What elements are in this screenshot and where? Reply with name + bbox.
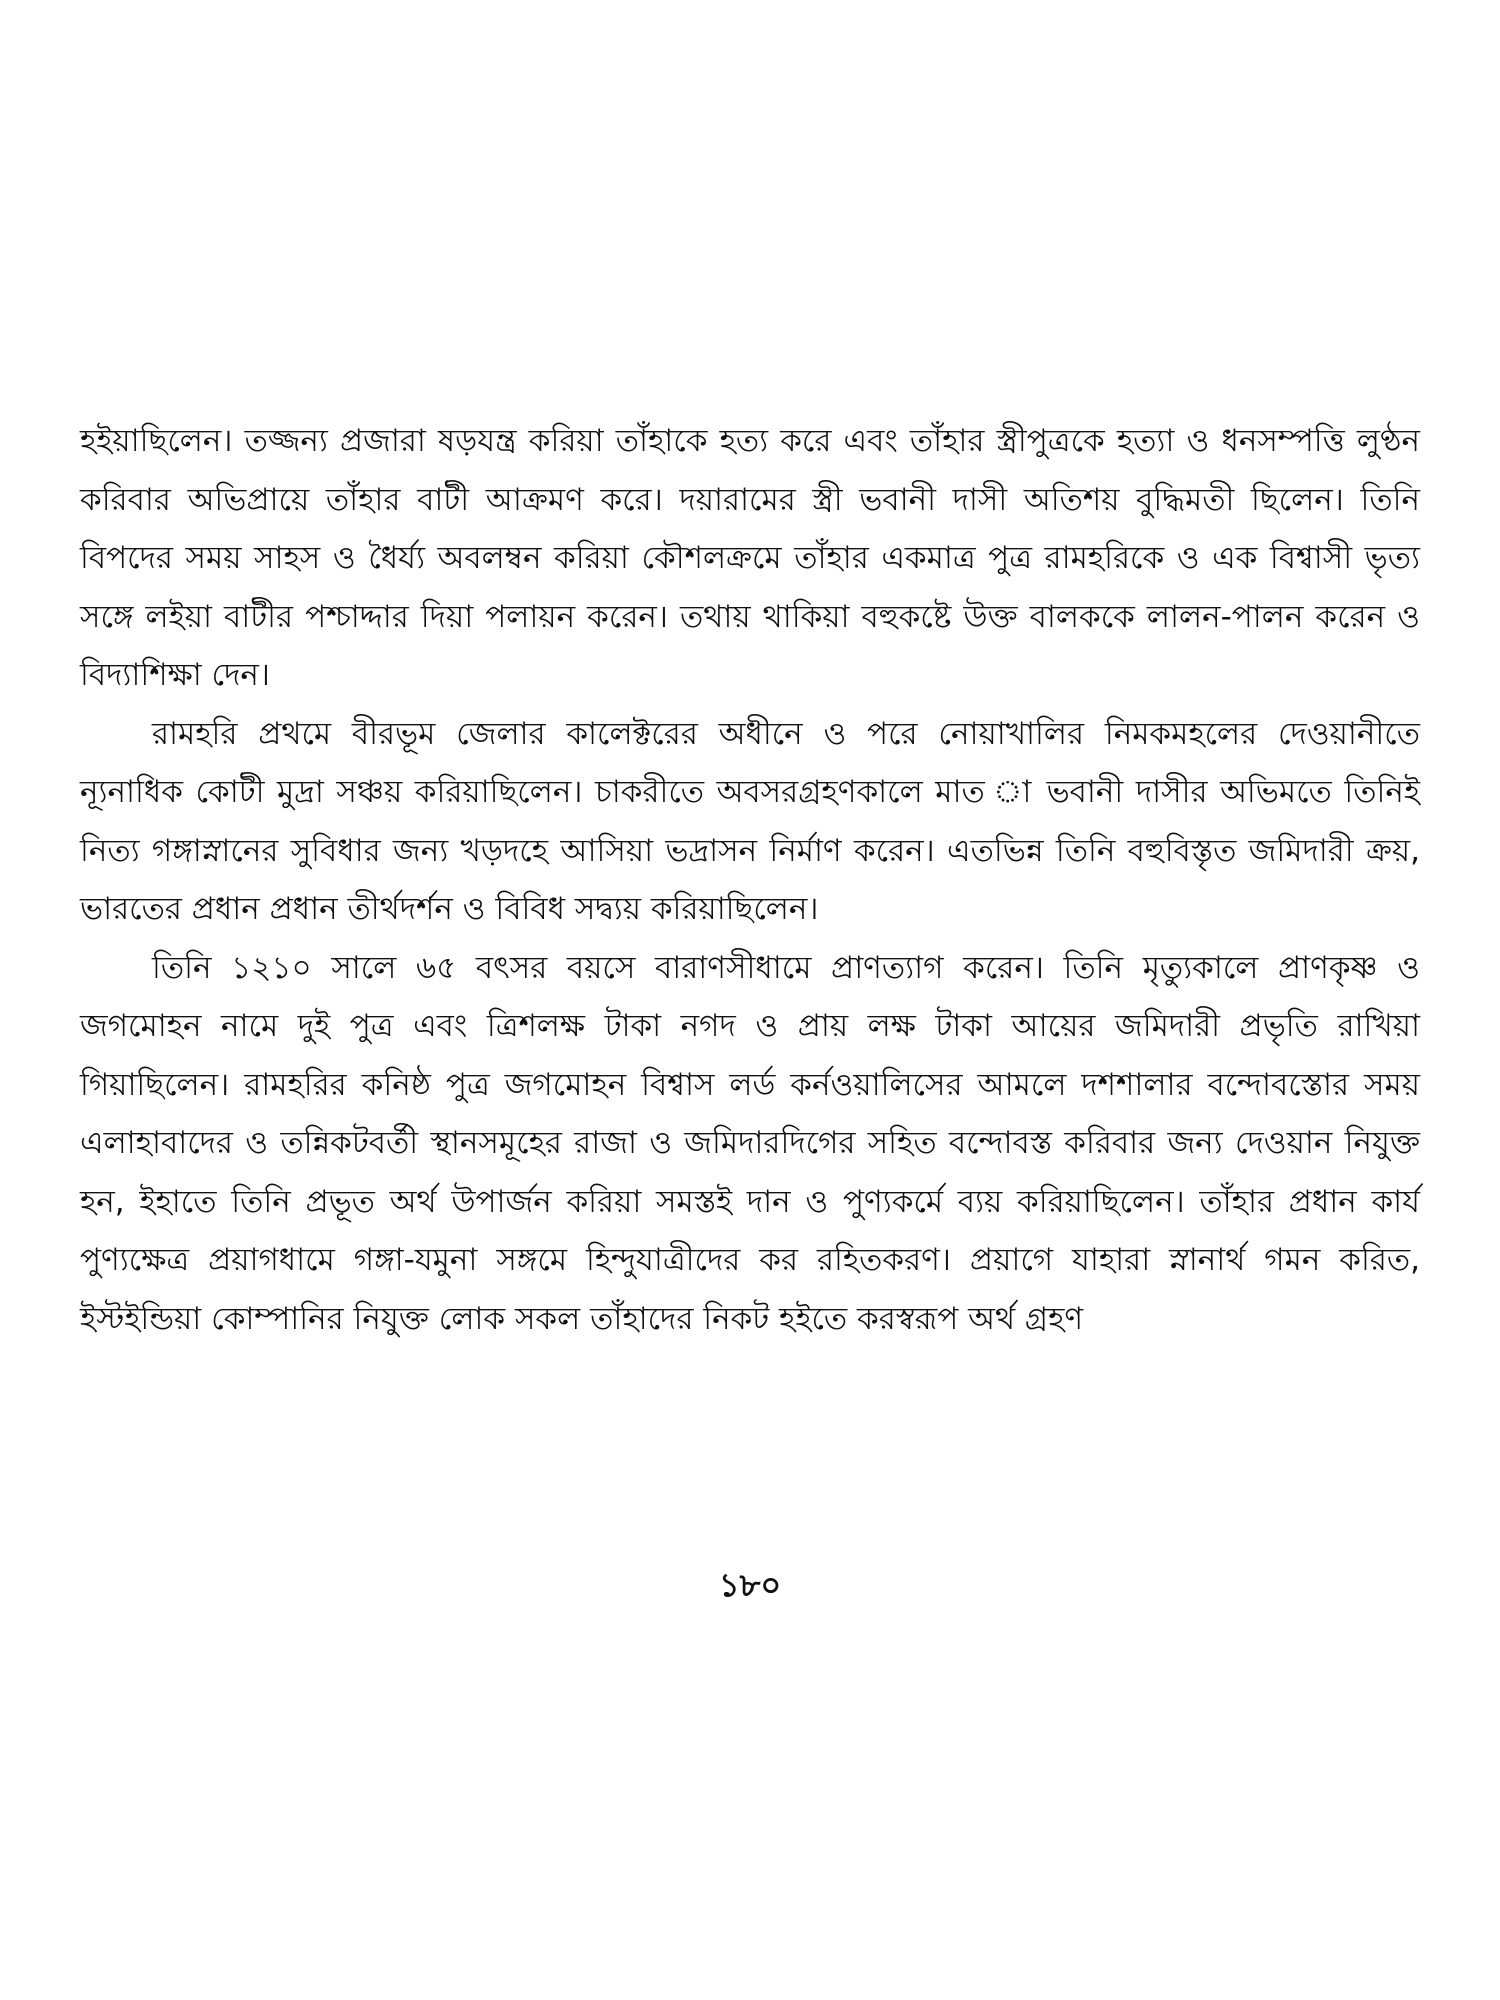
paragraph-3: তিনি ১২১০ সালে ৬৫ বৎসর বয়সে বারাণসীধামে প্রাণত্যাগ করেন। তিনি মৃত্যুকালে প্রাণকৃষ্ণ ও জগমোহন নামে দুই পুত্র এবং ত্রিশলক্ষ টাকা নগদ ও প্রায় লক্ষ টাকা আয়ের জমিদারী প্রভৃতি রাখিয়া গিয়াছিলেন। রামহরির কনিষ্ঠ পুত্র জগমোহন বিশ্বাস লর্ড কর্নওয়ালিসের আমলে দশশালার বন্দোবস্তোর সময় এলাহাবাদের ও তন্নিকটবর্তী স্থানসমূহের রাজা ও জমিদারদিগের সহিত বন্দোবস্ত করিবার জন্য দেওয়ান নিযুক্ত হন, ইহাতে তিনি প্রভূত অর্থ উপার্জন করিয়া সমস্তই দান ও পুণ্যকর্মে ব্যয় করিয়াছিলেন। তাঁহার প্রধান কার্য পুণ্যক্ষেত্র প্রয়াগধামে গঙ্গা-যমুনা সঙ্গমে হিন্দুযাত্রীদের কর রহিতকরণ। প্রয়াগে যাহারা স্নানার্থ গমন করিত, ইস্টইন্ডিয়া কোম্পানির নিযুক্ত লোক সকল তাঁহাদের নিকট হইতে করস্বরূপ অর্থ গ্রহণ: [80, 949, 1420, 1337]
body-text: [80, 412, 1420, 1348]
paragraph-1: হইয়াছিলেন। তজ্জন্য প্রজারা ষড়যন্ত্র করিয়া তাঁহাকে হত্য করে এবং তাঁহার স্ত্রীপুত্রকে হত্যা ও ধনসম্পত্তি লুণ্ঠন করিবার অভিপ্রায়ে তাঁহার বাটী আক্রমণ করে। দয়ারামের স্ত্রী ভবানী দাসী অতিশয় বুদ্ধিমতী ছিলেন। তিনি বিপদের সময় সাহস ও ধৈর্য্য অবলম্বন করিয়া কৌশলক্রমে তাঁহার একমাত্র পুত্র রামহরিকে ও এক বিশ্বাসী ভৃত্য সঙ্গে লইয়া বাটীর পশ্চাদ্দার দিয়া পলায়ন করেন। তথায় থাকিয়া বহুকষ্টে উক্ত বালককে লালন-পালন করেন ও বিদ্যাশিক্ষা দেন।: [80, 423, 1420, 693]
page-number: ১৮০: [718, 1566, 782, 1604]
paragraph-2: রামহরি প্রথমে বীরভূম জেলার কালেক্টরের অধীনে ও পরে নোয়াখালির নিমকমহলের দেওয়ানীতে ন্যূনাধিক কোটী মুদ্রা সঞ্চয় করিয়াছিলেন। চাকরীতে অবসরগ্রহণকালে মাত া ভবানী দাসীর অভিমতে তিনিই নিত্য গঙ্গাস্নানের সুবিধার জন্য খড়দহে আসিয়া ভদ্রাসন নির্মাণ করেন। এতভিন্ন তিনি বহুবিস্তৃত জমিদারী ক্রয়, ভারতের প্রধান প্রধান তীর্থদর্শন ও বিবিধ সদ্ব্যয় করিয়াছিলেন।: [80, 715, 1420, 927]
